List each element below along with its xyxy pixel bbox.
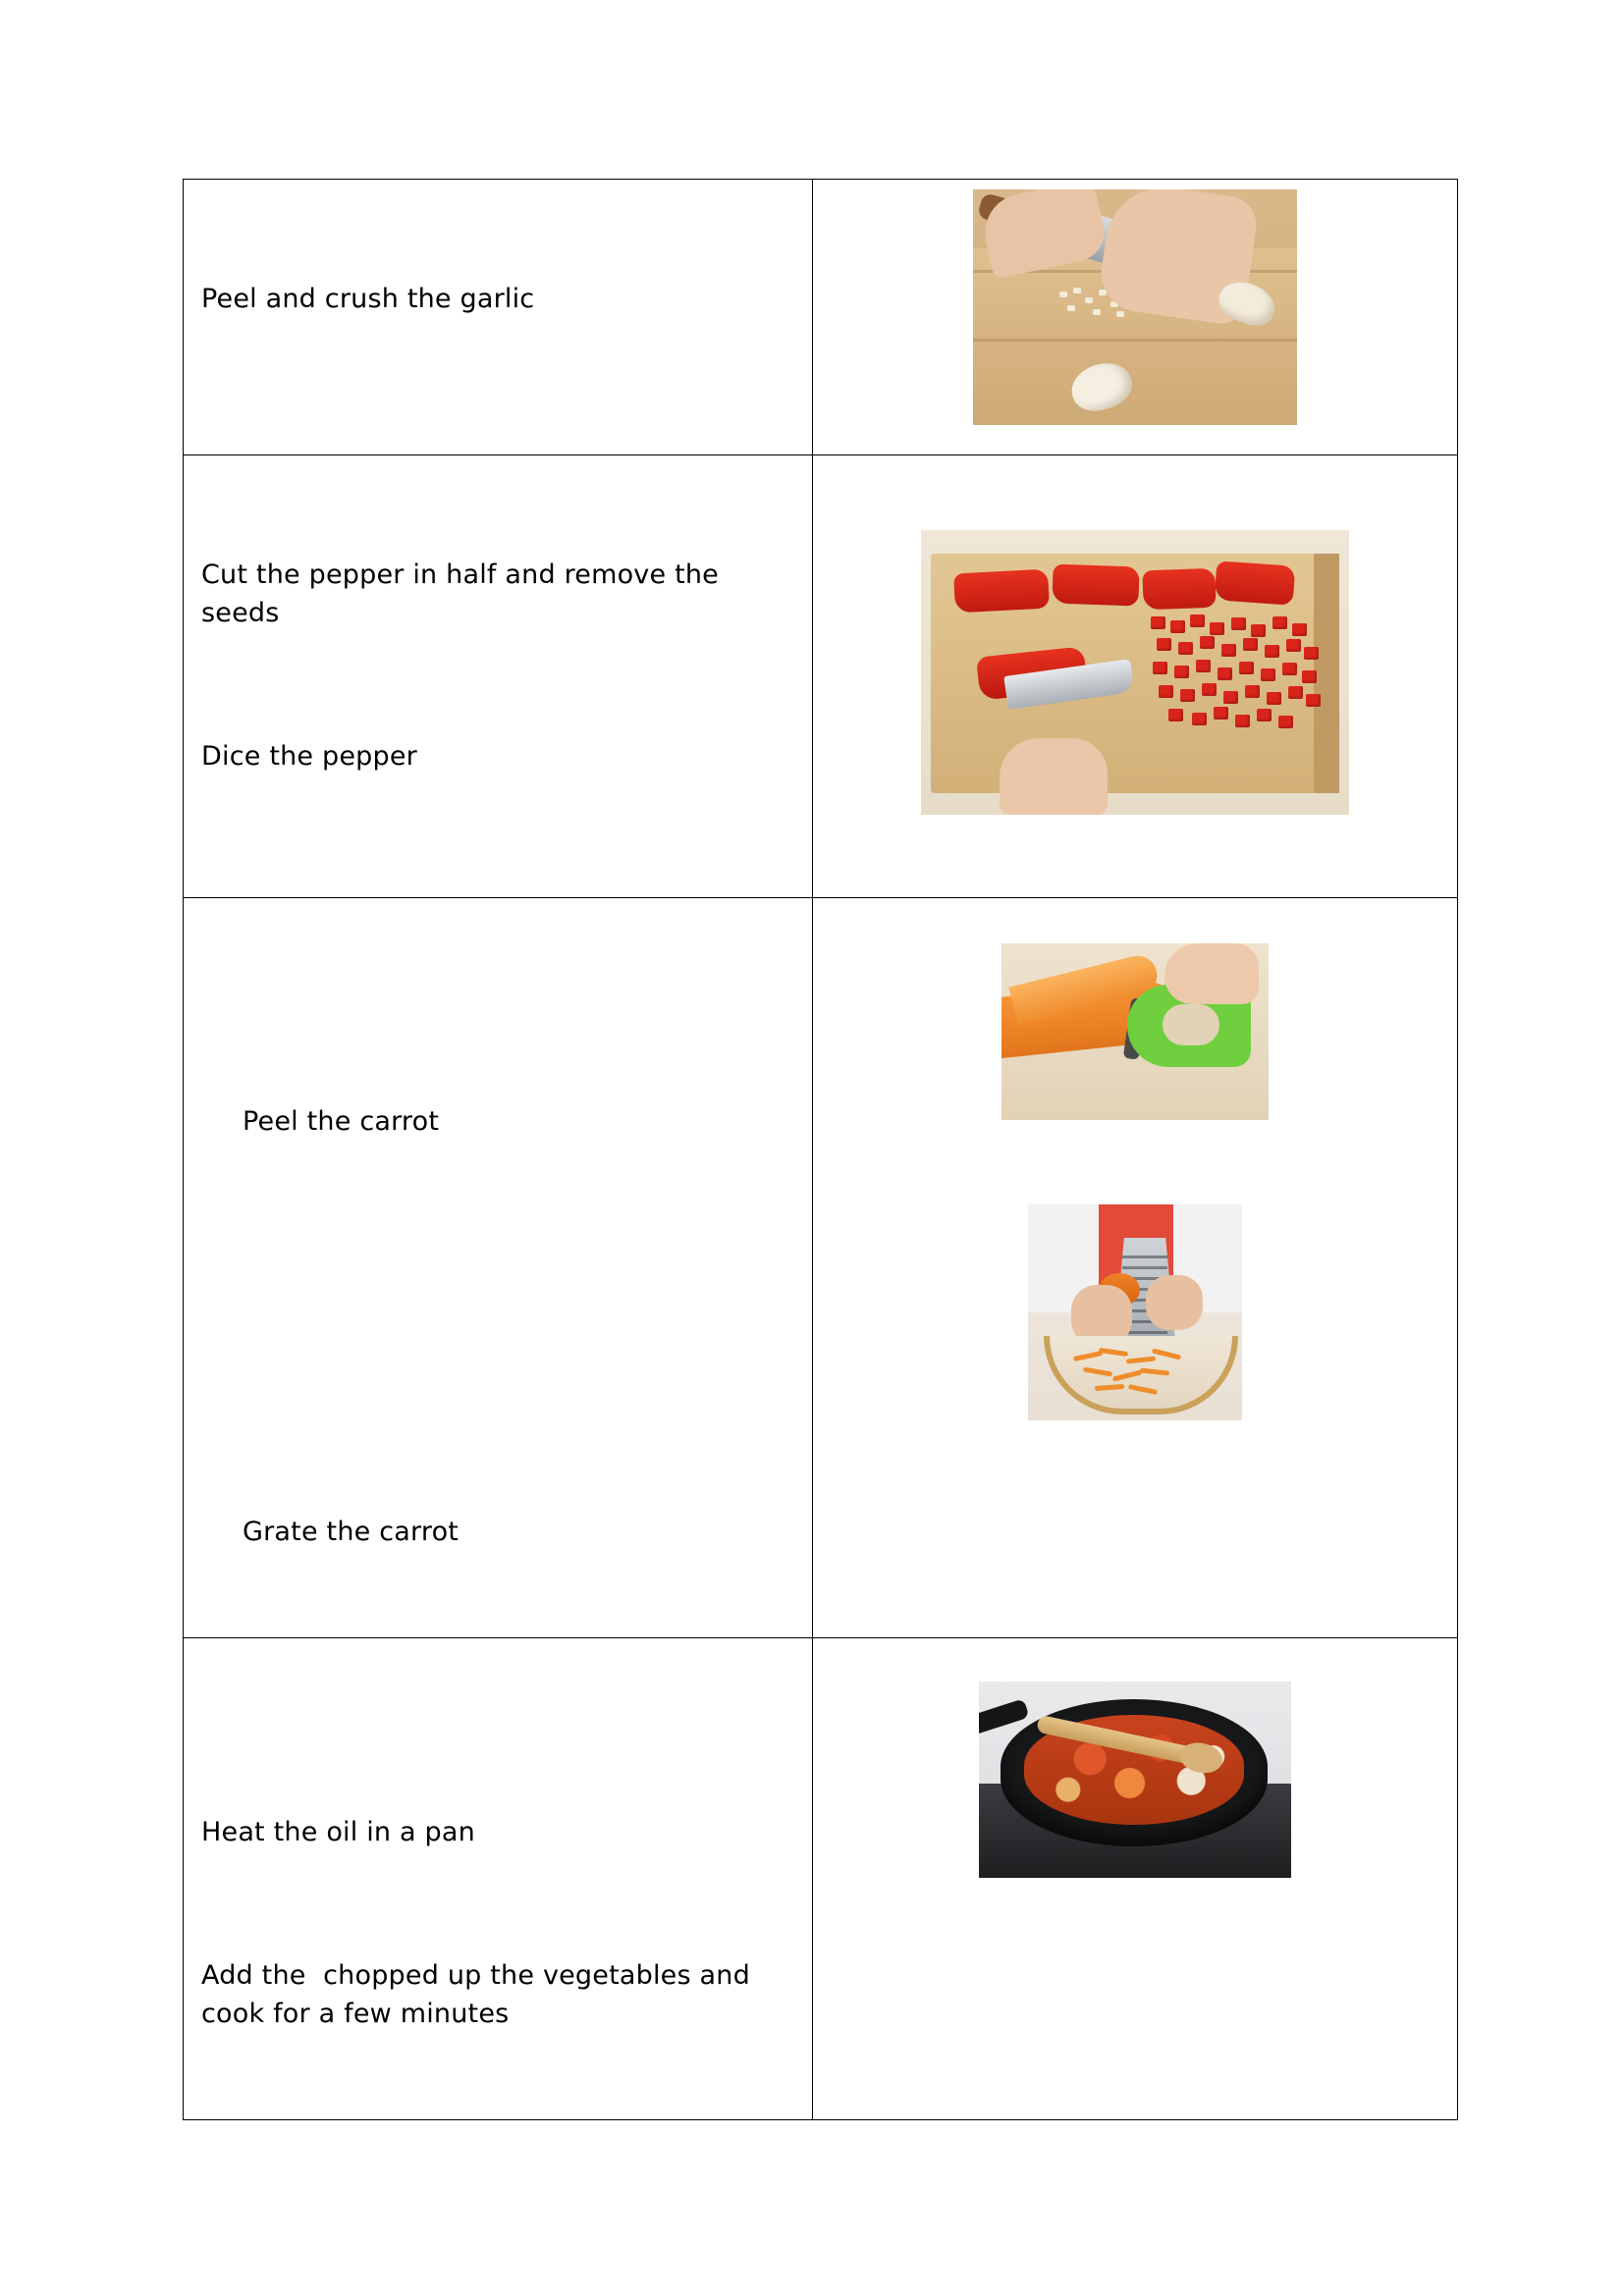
instruction-text-cook <box>184 1638 812 2119</box>
garlic-chopping-photo <box>973 189 1297 425</box>
table-row <box>184 180 1458 455</box>
table-row <box>184 898 1458 1638</box>
instruction-cell-cook <box>184 1638 813 2120</box>
instruction-paragraph: Cut the pepper in half and remove the seeds <box>201 560 728 629</box>
instruction-paragraph: Peel and crush the garlic <box>201 284 535 315</box>
image-cell-carrot <box>813 898 1458 1638</box>
table-row <box>184 455 1458 898</box>
instruction-paragraph: Dice the pepper <box>201 740 417 772</box>
image-cell-cook <box>813 1638 1458 2120</box>
image-cell-garlic <box>813 180 1458 455</box>
carrot-grater-photo <box>1028 1204 1242 1420</box>
instruction-cell-garlic <box>184 180 813 455</box>
frying-pan-photo <box>979 1682 1291 1878</box>
instruction-paragraph: Add the chopped up the vegetables and cook for a few minutes <box>201 1959 759 2029</box>
instruction-text-carrot <box>184 898 812 1637</box>
instruction-paragraph: Grate the carrot <box>243 1516 460 1547</box>
instruction-cell-carrot <box>184 898 813 1638</box>
instruction-text-garlic <box>184 180 812 405</box>
diced-pepper-photo <box>921 530 1349 815</box>
recipe-method-table <box>183 179 1458 2120</box>
instruction-paragraph: Heat the oil in a pan <box>201 1817 475 1848</box>
instruction-cell-pepper <box>184 455 813 898</box>
table-row <box>184 1638 1458 2120</box>
image-cell-pepper <box>813 455 1458 898</box>
instruction-paragraph: Peel the carrot <box>243 1106 440 1138</box>
instruction-text-pepper <box>184 455 812 862</box>
carrot-peeler-photo <box>1001 943 1269 1120</box>
